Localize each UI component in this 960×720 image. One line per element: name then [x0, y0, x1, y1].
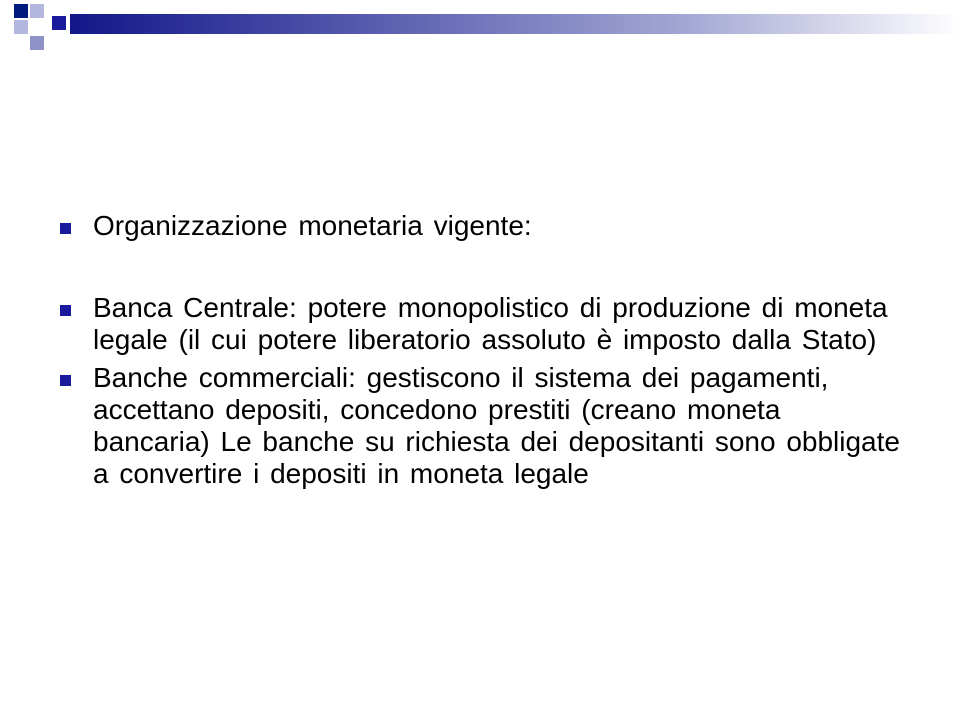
bullet-text: Banche commerciali: gestiscono il sistema dei pagamenti, accettano depositi, concedono prestiti (creano moneta bancaria) Le banche su richiesta dei depositanti sono obbligate a convertire i depositi in moneta legale — [93, 362, 900, 489]
bullet-item — [60, 292, 900, 356]
decorative-square-icon — [30, 36, 44, 50]
square-bullet-icon — [60, 305, 71, 316]
square-bullet-icon — [60, 375, 71, 386]
bullet-text: Banca Centrale: potere monopolistico di produzione di moneta legale (il cui potere liberatorio assoluto è imposto dalla Stato) — [93, 292, 888, 355]
bullet-item — [60, 362, 900, 490]
slide-body — [60, 210, 900, 490]
header-gradient-bar — [70, 14, 960, 34]
decorative-square-icon — [52, 16, 66, 30]
bullet-text: Organizzazione monetaria vigente: — [93, 210, 532, 241]
decorative-square-icon — [30, 4, 44, 18]
bullet-item — [60, 210, 900, 242]
square-bullet-icon — [60, 223, 71, 234]
decorative-square-icon — [14, 20, 28, 34]
decorative-square-icon — [14, 4, 28, 18]
